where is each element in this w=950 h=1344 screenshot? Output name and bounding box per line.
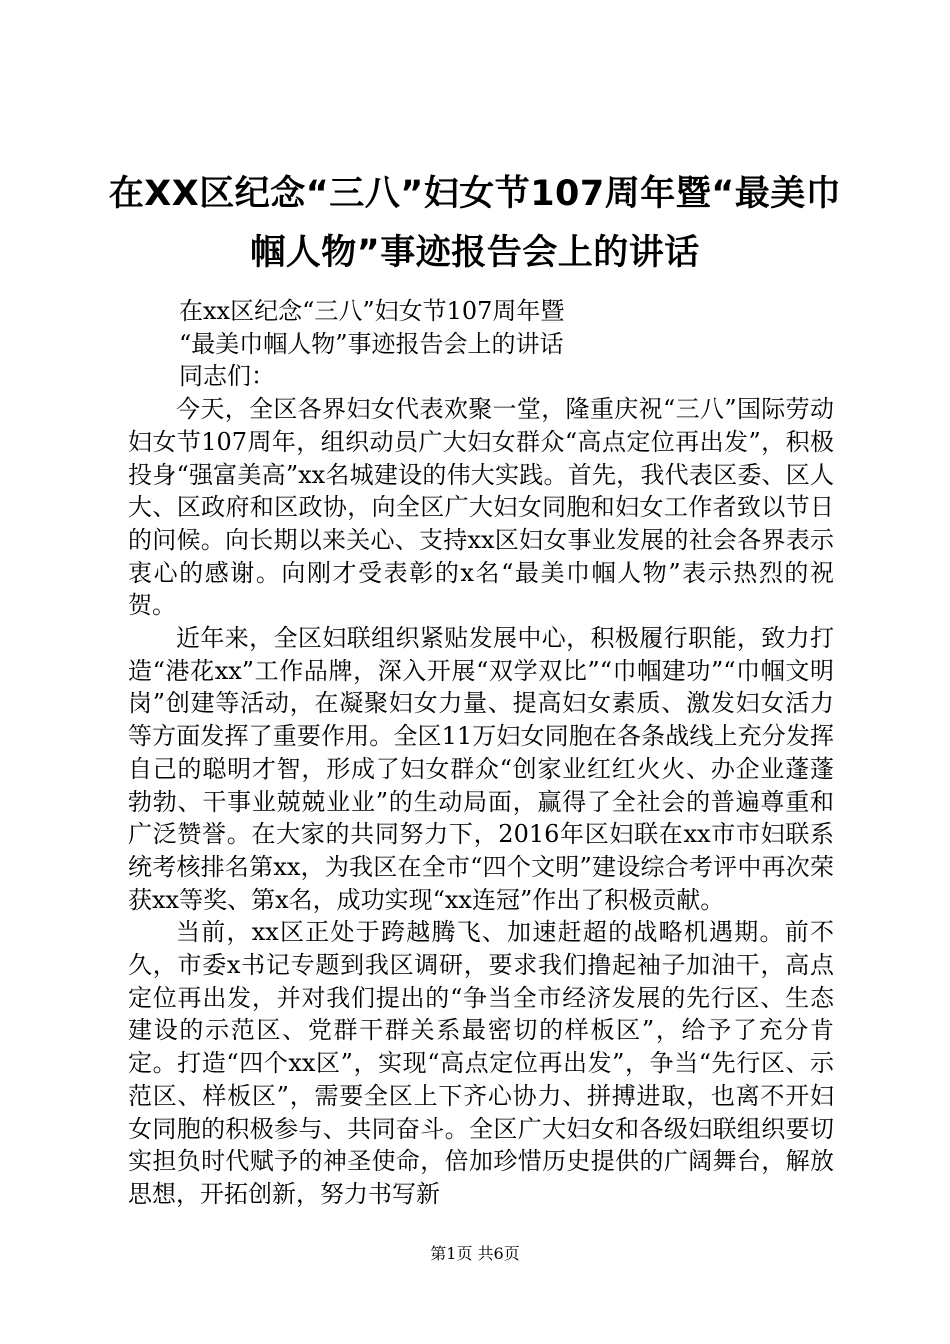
paragraph-2: 近年来，全区妇联组织紧贴发展中心，积极履行职能，致力打造“港花xx”工作品牌，深入开展“双学双比”“巾帼建功”“巾帼文明岗”创建等活动，在凝聚妇女力量、提高妇女素质、激发妇女活力等方面发挥了重要作用。全区11万妇女同胞在各条战线上充分发挥自己的聪明才智，形成了妇女群众“创家业红红火火、办企业蓬蓬勃勃、干事业兢兢业业”的生动局面，赢得了全社会的普遍尊重和广泛赞誉。在大家的共同努力下，2016年区妇联在xx市市妇联系统考核排名第xx，为我区在全市“四个文明”建设综合考评中再次荣获xx等奖、第x名，成功实现“xx连冠”作出了积极贡献。 xyxy=(128,624,834,914)
paragraph-1: 今天，全区各界妇女代表欢聚一堂，隆重庆祝“三八”国际劳动妇女节107周年，组织动员广大妇女群众“高点定位再出发”，积极投身“强富美高”xx名城建设的伟大实践。首先，我代表区委、区人大、区政府和区政协，向全区广大妇女同胞和妇女工作者致以节日的问候。向长期以来关心、支持xx区妇女事业发展的社会各界表示衷心的感谢。向刚才受表彰的x名“最美巾帼人物”表示热烈的祝贺。 xyxy=(128,395,834,620)
document-title: 在XX区纪念“三八”妇女节107周年暨“最美巾帼人物”事迹报告会上的讲话 xyxy=(108,174,842,273)
document-body xyxy=(128,295,834,1211)
subtitle-line-1: 在xx区纪念“三八”妇女节107周年暨 xyxy=(179,297,565,325)
paragraph-3: 当前，xx区正处于跨越腾飞、加速赶超的战略机遇期。前不久，市委x书记专题到我区调研，要求我们撸起袖子加油干，高点定位再出发，并对我们提出的“争当全市经济发展的先行区、生态建设的示范区、党群干群关系最密切的样板区”，给予了充分肯定。打造“四个xx区”，实现“高点定位再出发”，争当“先行区、示范区、样板区”，需要全区上下齐心协力、拼搏进取，也离不开妇女同胞的积极参与、共同奋斗。全区广大妇女和各级妇联组织要切实担负时代赋予的神圣使命，倍加珍惜历史提供的广阔舞台，解放思想，开拓创新，努力书写新 xyxy=(128,918,834,1208)
page-number: 第1页 共6页 xyxy=(430,1244,520,1263)
salutation: 同志们： xyxy=(179,362,275,391)
subtitle-line-2: “最美巾帼人物”事迹报告会上的讲话 xyxy=(179,329,564,358)
